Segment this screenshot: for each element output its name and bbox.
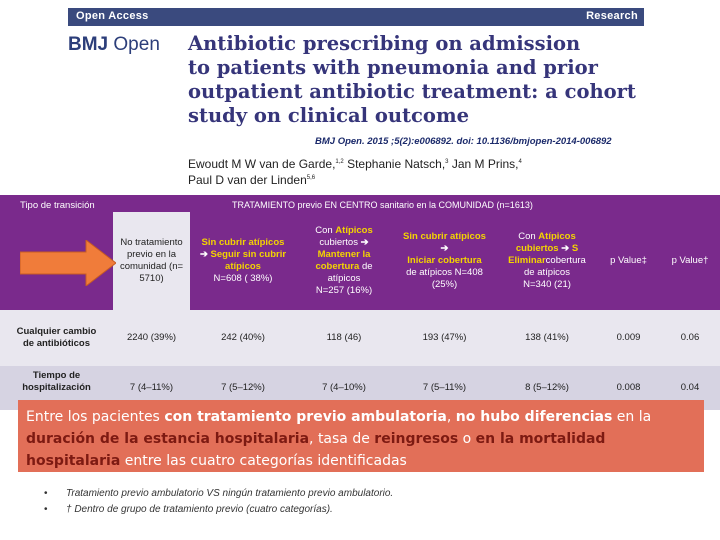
table-cell: 7 (5–12%) <box>190 366 296 410</box>
col-header-sin-cubrir-iniciar <box>392 212 497 310</box>
col5-line-b: cubiertos <box>515 243 559 254</box>
bullet-icon: • <box>44 504 48 515</box>
open-access-label: Open Access <box>76 10 149 22</box>
footnote-1-text: Tratamiento previo ambulatorio VS ningún tratamiento previo ambulatorio. <box>66 488 394 499</box>
tratamiento-header: TRATAMIENTO previo EN CENTRO sanitario en la COMUNIDAD (n=1613) <box>232 200 533 210</box>
arrow-icon: ➔ <box>360 237 369 248</box>
note-part: reingresos <box>374 431 459 447</box>
note-part: , tasa de <box>309 431 375 447</box>
orange-arrow-icon <box>20 240 116 286</box>
col2-line-c: N=608 ( 38%) <box>213 273 273 284</box>
citation: BMJ Open. 2015 ;5(2):e006892. doi: 10.1136/bmjopen-2014-006892 <box>315 136 612 147</box>
note-part: en la mortalidad hospitalaria <box>26 431 606 469</box>
col-header-pvalue-1-text: p Value‡ <box>610 255 647 266</box>
col-header-no-tratamiento <box>113 212 190 310</box>
col2-line-b: Seguir sin cubrir atípicos <box>210 249 287 272</box>
table-cell: 118 (46) <box>296 310 392 366</box>
table-cell: 138 (41%) <box>497 310 597 366</box>
table-cell: 0.04 <box>660 366 720 410</box>
note-part: con tratamiento previo ambulatoria <box>164 409 447 425</box>
title-line-1: Antibiotic prescribing on admission <box>188 32 581 55</box>
journal-open: Open <box>113 34 160 55</box>
journal-logo <box>68 34 160 56</box>
note-part: Entre los pacientes <box>26 409 165 425</box>
note-part: entre las cuatro categorías identificadas <box>120 453 407 469</box>
col-header-con-atipicos-mantener <box>296 212 392 310</box>
col-header-con-atipicos-eliminar <box>497 212 597 310</box>
author-1-affil: 1,2 <box>335 159 344 165</box>
col-header-sin-cubrir-seguir <box>190 212 296 310</box>
table-cell: 7 (5–11%) <box>392 366 497 410</box>
conclusion-note <box>18 400 704 472</box>
col3-line-a: Con <box>315 225 333 236</box>
arrow-icon: ➔ <box>440 243 449 254</box>
col5-line-a: Con <box>518 231 536 242</box>
article-title <box>188 32 688 128</box>
table-cell: 7 (4–10%) <box>296 366 392 410</box>
note-part: o <box>458 431 476 447</box>
col-header-pvalue-1 <box>597 212 660 310</box>
author-1: Ewoudt M W van de Garde, <box>188 157 336 171</box>
author-4-affil: 5,6 <box>306 175 316 181</box>
authors <box>188 155 522 187</box>
note-part: no hubo diferencias <box>455 409 613 425</box>
author-4: Paul D van der Linden <box>188 173 307 187</box>
research-label: Research <box>586 10 638 22</box>
col3-line-hl: Atípicos <box>335 225 373 236</box>
footnote-2 <box>44 502 393 518</box>
author-3-affil: 4 <box>518 159 522 165</box>
table-cell: 7 (4–11%) <box>113 366 190 410</box>
col5-line-f: N=340 (21) <box>523 279 571 290</box>
col4-line-a: Sin cubrir atípicos <box>403 231 486 242</box>
col-header-no-tratamiento-text: No tratamiento previo en la comunidad (n= 5710) <box>119 237 184 284</box>
footnote-1 <box>44 486 393 502</box>
title-line-3: outpatient antibiotic treatment: a cohort <box>188 80 636 103</box>
col5-line-hl: Atípicos <box>538 231 576 242</box>
col3-line-d: de atípicos <box>327 261 373 284</box>
bullet-icon: • <box>44 488 48 499</box>
title-line-2: to patients with pneumonia and prior <box>188 56 598 79</box>
table-cell: 8 (5–12%) <box>497 366 597 410</box>
table-cell: 0.06 <box>660 310 720 366</box>
row-label-cambio <box>0 310 113 366</box>
col3-line-e: N=257 (16%) <box>315 285 373 296</box>
col3-line-b: cubiertos <box>319 237 358 248</box>
author-2: Stephanie Natsch, <box>343 157 446 171</box>
table-cell: 0.009 <box>597 310 660 366</box>
tipo-transicion-header: Tipo de transición <box>20 200 95 211</box>
col-header-pvalue-2 <box>660 212 720 310</box>
journal-bmj: BMJ <box>68 34 109 55</box>
arrow-icon: ➔ <box>199 249 208 260</box>
col5-line-d: Eliminar <box>508 255 546 266</box>
col-header-pvalue-2-text: p Value† <box>671 255 709 266</box>
footnote-2-text: † Dentro de grupo de tratamiento previo (cuatro categorías). <box>66 504 333 515</box>
row-label-text: Tiempo de hospitalización <box>22 370 91 393</box>
table-cell: 242 (40%) <box>190 310 296 366</box>
table-cell: 0.008 <box>597 366 660 410</box>
col5-line-e: cobertura de atípicos <box>524 255 586 278</box>
col2-line-a: Sin cubrir atípicos <box>201 237 285 248</box>
col4-line-c: de atípicos N=408 (25%) <box>406 267 483 290</box>
footnotes <box>44 486 393 518</box>
title-line-4: study on clinical outcome <box>188 104 469 127</box>
note-part: duración de la estancia hospitalaria <box>26 431 310 447</box>
table-cell: 193 (47%) <box>392 310 497 366</box>
table-cell: 2240 (39%) <box>113 310 190 366</box>
col4-line-b: Iniciar cobertura <box>407 255 482 266</box>
author-3: Jan M Prins, <box>448 157 519 171</box>
col3-line-c: Mantener la cobertura <box>315 249 371 272</box>
arrow-icon: ➔ <box>561 243 570 254</box>
note-part: en la <box>612 409 652 425</box>
row-label-text: Cualquier cambio de antibióticos <box>16 326 97 349</box>
note-part: , <box>446 409 456 425</box>
author-2-affil: 3 <box>445 159 449 165</box>
journal-banner <box>68 8 644 26</box>
col5-line-c: S <box>571 243 579 254</box>
